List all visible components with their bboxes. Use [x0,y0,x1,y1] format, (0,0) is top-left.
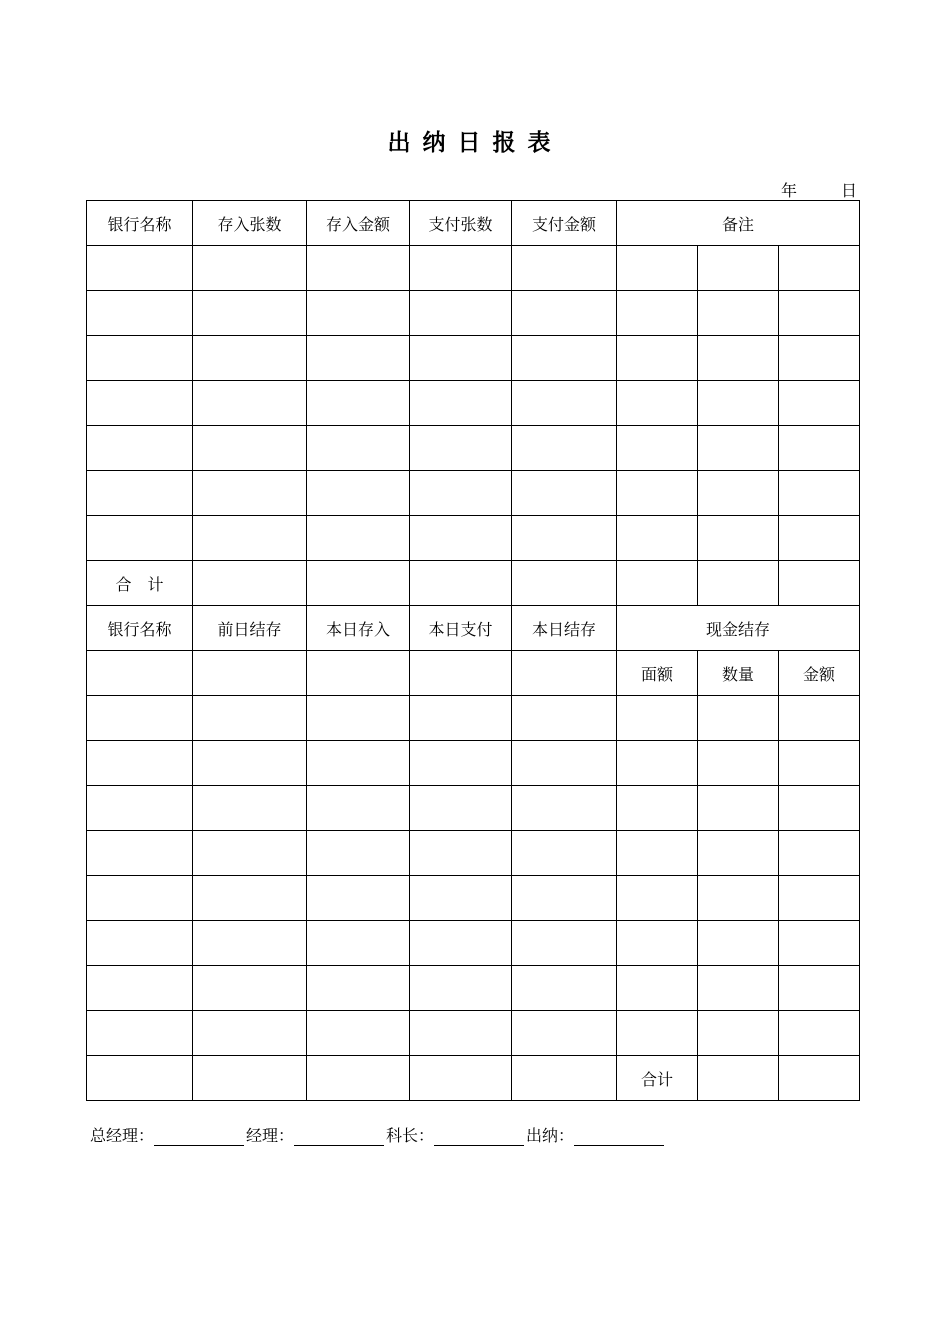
input-cell[interactable] [512,516,617,561]
input-cell[interactable] [617,516,698,561]
input-cell[interactable] [87,1056,193,1101]
input-cell[interactable] [617,876,698,921]
input-cell[interactable] [410,651,512,696]
input-cell[interactable] [410,1011,512,1056]
page-title: 出纳日报表 [387,130,563,156]
input-cell[interactable] [410,696,512,741]
input-cell[interactable] [512,741,617,786]
input-cell[interactable] [307,336,410,381]
input-cell[interactable] [779,246,860,291]
input-cell[interactable] [307,1056,410,1101]
input-cell[interactable] [193,696,307,741]
input-cell[interactable] [193,336,307,381]
input-cell[interactable] [698,471,779,516]
input-cell[interactable] [307,651,410,696]
input-cell[interactable] [410,1056,512,1101]
input-cell[interactable] [193,426,307,471]
input-cell[interactable] [410,786,512,831]
input-cell[interactable] [779,741,860,786]
total-label: 合 计 [87,561,193,606]
general-manager-label: 总经理： [90,1126,155,1145]
column-header: 支付张数 [410,201,512,246]
input-cell[interactable] [307,1011,410,1056]
general-manager-signature[interactable] [154,1127,244,1146]
input-cell[interactable] [512,426,617,471]
input-cell[interactable] [193,831,307,876]
input-cell[interactable] [512,651,617,696]
input-cell[interactable] [87,921,193,966]
input-cell[interactable] [87,741,193,786]
input-cell[interactable] [512,561,617,606]
section2-data-row [87,966,860,1011]
section-chief-signature[interactable] [434,1127,524,1146]
input-cell[interactable] [307,786,410,831]
section2-data-row [87,786,860,831]
input-cell[interactable] [512,876,617,921]
column-header: 银行名称 [87,606,193,651]
input-cell[interactable] [779,291,860,336]
input-cell[interactable] [193,1056,307,1101]
year-label: 年 [780,181,797,200]
input-cell[interactable] [617,291,698,336]
input-cell[interactable] [779,921,860,966]
input-cell[interactable] [779,696,860,741]
input-cell[interactable] [87,471,193,516]
input-cell[interactable] [410,381,512,426]
signature-footer [90,1123,666,1146]
date-line [737,178,857,201]
input-cell[interactable] [193,471,307,516]
input-cell[interactable] [87,966,193,1011]
input-cell[interactable] [193,921,307,966]
input-cell[interactable] [617,921,698,966]
input-cell[interactable] [193,561,307,606]
input-cell[interactable] [617,1011,698,1056]
input-cell[interactable] [193,741,307,786]
input-cell[interactable] [307,966,410,1011]
input-cell[interactable] [698,966,779,1011]
input-cell[interactable] [779,471,860,516]
section1-header-row [87,201,860,246]
input-cell[interactable] [193,291,307,336]
input-cell[interactable] [779,561,860,606]
input-cell[interactable] [512,696,617,741]
input-cell[interactable] [617,696,698,741]
column-header: 存入金额 [307,201,410,246]
input-cell[interactable] [512,966,617,1011]
input-cell[interactable] [307,381,410,426]
input-cell[interactable] [617,831,698,876]
input-cell[interactable] [512,1056,617,1101]
input-cell[interactable] [779,876,860,921]
day-blank[interactable] [797,182,841,201]
input-cell[interactable] [87,786,193,831]
input-cell[interactable] [87,876,193,921]
input-cell[interactable] [87,291,193,336]
input-cell[interactable] [307,291,410,336]
column-header: 前日结存 [193,606,307,651]
input-cell[interactable] [617,471,698,516]
input-cell[interactable] [410,741,512,786]
section2-subheader-row [87,651,860,696]
input-cell[interactable] [307,831,410,876]
input-cell[interactable] [617,336,698,381]
input-cell[interactable] [410,921,512,966]
cashier-signature[interactable] [574,1127,664,1146]
input-cell[interactable] [87,1011,193,1056]
input-cell[interactable] [698,516,779,561]
input-cell[interactable] [779,336,860,381]
input-cell[interactable] [193,786,307,831]
input-cell[interactable] [307,561,410,606]
input-cell[interactable] [307,246,410,291]
section2-data-row [87,876,860,921]
section2-total-row [87,1056,860,1101]
input-cell[interactable] [307,921,410,966]
input-cell[interactable] [193,876,307,921]
input-cell[interactable] [512,831,617,876]
input-cell[interactable] [779,381,860,426]
input-cell[interactable] [307,471,410,516]
cashier-daily-report-table [86,200,860,1101]
input-cell[interactable] [617,786,698,831]
input-cell[interactable] [410,426,512,471]
input-cell[interactable] [512,246,617,291]
input-cell[interactable] [698,246,779,291]
section1-data-row [87,291,860,336]
input-cell[interactable] [193,246,307,291]
manager-signature[interactable] [294,1127,384,1146]
column-header-remarks: 备注 [617,201,860,246]
cashier-label: 出纳： [526,1126,575,1145]
input-cell[interactable] [410,876,512,921]
cash-subheader: 金额 [779,651,860,696]
input-cell[interactable] [698,426,779,471]
input-cell[interactable] [779,516,860,561]
input-cell[interactable] [87,336,193,381]
input-cell[interactable] [779,426,860,471]
section2-data-row [87,831,860,876]
section1-data-row [87,516,860,561]
column-header: 存入张数 [193,201,307,246]
column-header-cash-balance: 现金结存 [617,606,860,651]
input-cell[interactable] [87,381,193,426]
input-cell[interactable] [779,786,860,831]
input-cell[interactable] [512,471,617,516]
input-cell[interactable] [193,651,307,696]
cash-subheader: 面额 [617,651,698,696]
input-cell[interactable] [512,921,617,966]
input-cell[interactable] [617,246,698,291]
section2-data-row [87,1011,860,1056]
input-cell[interactable] [698,921,779,966]
input-cell[interactable] [410,831,512,876]
column-header: 银行名称 [87,201,193,246]
input-cell[interactable] [410,471,512,516]
input-cell[interactable] [512,381,617,426]
input-cell[interactable] [698,831,779,876]
input-cell[interactable] [307,741,410,786]
input-cell[interactable] [307,876,410,921]
section1-data-row [87,471,860,516]
input-cell[interactable] [512,336,617,381]
cash-subheader: 数量 [698,651,779,696]
column-header: 支付金额 [512,201,617,246]
input-cell[interactable] [307,426,410,471]
input-cell[interactable] [698,291,779,336]
input-cell[interactable] [617,741,698,786]
section2-header-row [87,606,860,651]
input-cell[interactable] [698,1011,779,1056]
input-cell[interactable] [617,426,698,471]
section1-data-row [87,426,860,471]
input-cell[interactable] [698,741,779,786]
cash-total-label: 合计 [617,1056,698,1101]
column-header: 本日存入 [307,606,410,651]
input-cell[interactable] [512,786,617,831]
section2-data-row [87,741,860,786]
input-cell[interactable] [617,381,698,426]
input-cell[interactable] [512,1011,617,1056]
section-chief-label: 科长： [386,1126,435,1145]
input-cell[interactable] [307,696,410,741]
input-cell[interactable] [87,651,193,696]
input-cell[interactable] [779,966,860,1011]
section2-data-row [87,696,860,741]
section1-data-row [87,336,860,381]
input-cell[interactable] [87,426,193,471]
column-header: 本日结存 [512,606,617,651]
section2-data-row [87,921,860,966]
input-cell[interactable] [698,561,779,606]
input-cell[interactable] [617,561,698,606]
section1-total-row [87,561,860,606]
input-cell[interactable] [410,336,512,381]
input-cell[interactable] [698,336,779,381]
input-cell[interactable] [698,381,779,426]
input-cell[interactable] [193,966,307,1011]
input-cell[interactable] [698,696,779,741]
input-cell[interactable] [410,246,512,291]
section1-data-row [87,246,860,291]
day-label: 日 [840,181,857,200]
input-cell[interactable] [410,966,512,1011]
input-cell[interactable] [779,1056,860,1101]
year-blank[interactable] [737,182,781,201]
manager-label: 经理： [246,1126,295,1145]
input-cell[interactable] [617,966,698,1011]
input-cell[interactable] [698,876,779,921]
input-cell[interactable] [87,696,193,741]
input-cell[interactable] [512,291,617,336]
input-cell[interactable] [193,381,307,426]
input-cell[interactable] [410,291,512,336]
input-cell[interactable] [87,246,193,291]
input-cell[interactable] [307,516,410,561]
input-cell[interactable] [87,831,193,876]
input-cell[interactable] [698,786,779,831]
input-cell[interactable] [410,516,512,561]
input-cell[interactable] [779,1011,860,1056]
input-cell[interactable] [87,516,193,561]
input-cell[interactable] [410,561,512,606]
input-cell[interactable] [779,831,860,876]
input-cell[interactable] [193,516,307,561]
input-cell[interactable] [193,1011,307,1056]
column-header: 本日支付 [410,606,512,651]
input-cell[interactable] [698,1056,779,1101]
section1-data-row [87,381,860,426]
